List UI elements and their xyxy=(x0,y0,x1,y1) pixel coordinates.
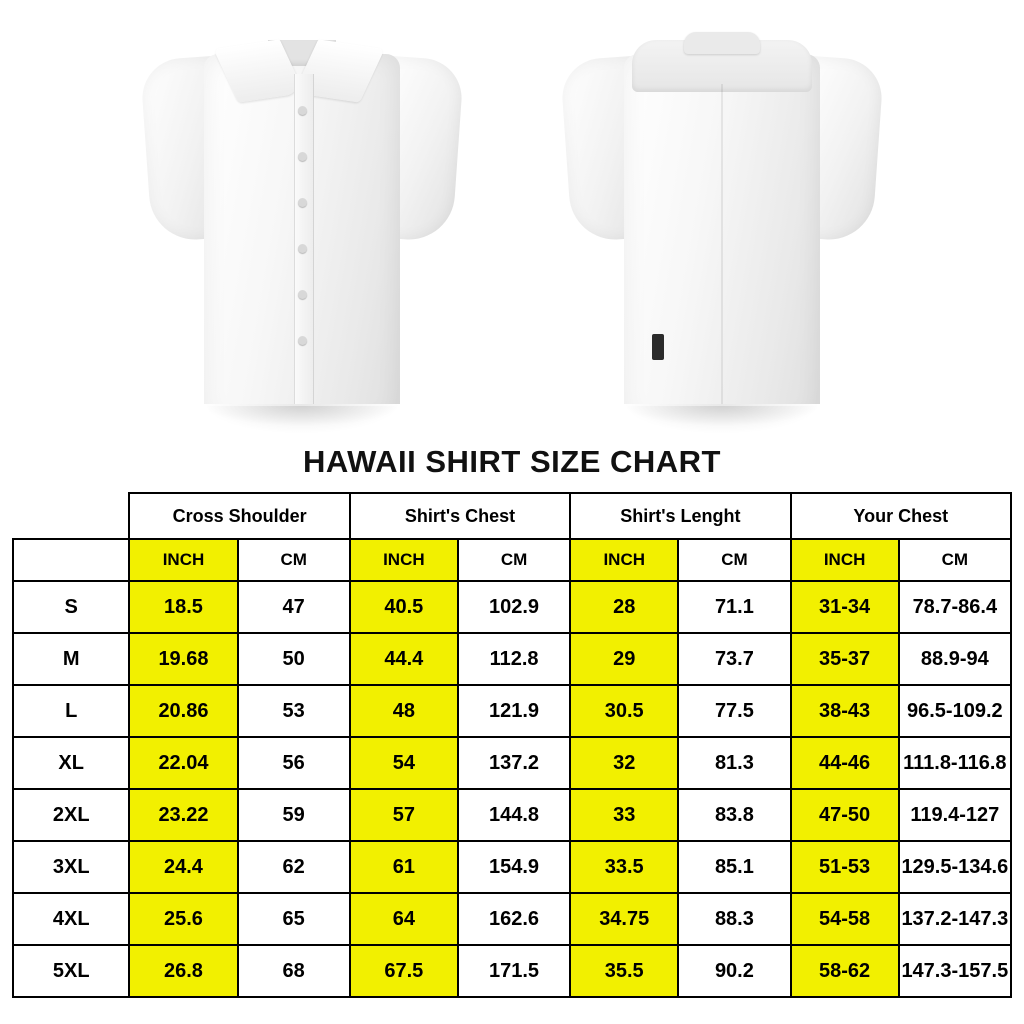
your-chest-cm: 96.5-109.2 xyxy=(899,685,1011,737)
size-label: S xyxy=(13,581,129,633)
table-row xyxy=(13,841,1011,893)
cross-shoulder-inch: 19.68 xyxy=(129,633,237,685)
your-chest-cm: 129.5-134.6 xyxy=(899,841,1011,893)
cross-shoulder-inch: 25.6 xyxy=(129,893,237,945)
size-label: 3XL xyxy=(13,841,129,893)
shirt-button xyxy=(298,198,307,207)
your-chest-inch: 31-34 xyxy=(791,581,899,633)
your-chest-inch: 47-50 xyxy=(791,789,899,841)
chest-cm: 102.9 xyxy=(458,581,570,633)
chest-cm: 112.8 xyxy=(458,633,570,685)
your-chest-cm: 137.2-147.3 xyxy=(899,893,1011,945)
length-cm: 88.3 xyxy=(678,893,790,945)
shirt-button xyxy=(298,244,307,253)
chest-inch: 40.5 xyxy=(350,581,458,633)
shirt-front-illustration xyxy=(152,14,452,434)
your-chest-inch: 51-53 xyxy=(791,841,899,893)
length-cm: 85.1 xyxy=(678,841,790,893)
cross-shoulder-inch: 26.8 xyxy=(129,945,237,997)
table-row xyxy=(13,581,1011,633)
cross-shoulder-inch: 20.86 xyxy=(129,685,237,737)
back-center-seam xyxy=(721,84,723,404)
length-inch: 32 xyxy=(570,737,678,789)
your-chest-cm: 147.3-157.5 xyxy=(899,945,1011,997)
cross-shoulder-cm: 59 xyxy=(238,789,350,841)
chest-inch: 64 xyxy=(350,893,458,945)
length-inch: 33 xyxy=(570,789,678,841)
corner-cell xyxy=(13,493,129,539)
front-button-placket xyxy=(294,74,314,404)
chest-inch: 44.4 xyxy=(350,633,458,685)
cross-shoulder-cm: 65 xyxy=(238,893,350,945)
group-header-row xyxy=(13,493,1011,539)
page-title: HAWAII SHIRT SIZE CHART xyxy=(303,444,721,479)
chest-cm: 162.6 xyxy=(458,893,570,945)
your-chest-inch: 54-58 xyxy=(791,893,899,945)
table-row xyxy=(13,945,1011,997)
group-header-your-chest: Your Chest xyxy=(791,493,1011,539)
size-label: 4XL xyxy=(13,893,129,945)
length-cm: 71.1 xyxy=(678,581,790,633)
length-inch: 35.5 xyxy=(570,945,678,997)
length-cm: 73.7 xyxy=(678,633,790,685)
group-header-shirts-chest: Shirt's Chest xyxy=(350,493,570,539)
length-cm: 81.3 xyxy=(678,737,790,789)
your-chest-cm: 111.8-116.8 xyxy=(899,737,1011,789)
length-inch: 33.5 xyxy=(570,841,678,893)
size-label: L xyxy=(13,685,129,737)
your-chest-inch: 58-62 xyxy=(791,945,899,997)
chest-inch: 48 xyxy=(350,685,458,737)
chest-cm: 171.5 xyxy=(458,945,570,997)
unit-header-cross-shoulder-inch: INCH xyxy=(129,539,237,581)
cross-shoulder-cm: 50 xyxy=(238,633,350,685)
length-inch: 28 xyxy=(570,581,678,633)
cross-shoulder-inch: 22.04 xyxy=(129,737,237,789)
your-chest-inch: 35-37 xyxy=(791,633,899,685)
length-inch: 29 xyxy=(570,633,678,685)
chest-inch: 61 xyxy=(350,841,458,893)
table-row xyxy=(13,737,1011,789)
table-row xyxy=(13,633,1011,685)
your-chest-cm: 119.4-127 xyxy=(899,789,1011,841)
shirt-button xyxy=(298,106,307,115)
front-hem-shadow xyxy=(204,406,400,426)
shirt-button xyxy=(298,152,307,161)
unit-header-length-cm: CM xyxy=(678,539,790,581)
size-chart-table xyxy=(12,492,1012,998)
length-inch: 30.5 xyxy=(570,685,678,737)
unit-header-chest-cm: CM xyxy=(458,539,570,581)
length-cm: 77.5 xyxy=(678,685,790,737)
your-chest-inch: 44-46 xyxy=(791,737,899,789)
unit-header-blank xyxy=(13,539,129,581)
length-cm: 83.8 xyxy=(678,789,790,841)
cross-shoulder-cm: 62 xyxy=(238,841,350,893)
your-chest-inch: 38-43 xyxy=(791,685,899,737)
group-header-cross-shoulder: Cross Shoulder xyxy=(129,493,349,539)
cross-shoulder-cm: 47 xyxy=(238,581,350,633)
cross-shoulder-inch: 24.4 xyxy=(129,841,237,893)
chest-cm: 121.9 xyxy=(458,685,570,737)
shirt-button xyxy=(298,290,307,299)
size-label: 5XL xyxy=(13,945,129,997)
shirt-illustrations xyxy=(0,0,1024,440)
length-cm: 90.2 xyxy=(678,945,790,997)
chest-cm: 144.8 xyxy=(458,789,570,841)
length-inch: 34.75 xyxy=(570,893,678,945)
group-header-shirts-length: Shirt's Lenght xyxy=(570,493,790,539)
your-chest-cm: 78.7-86.4 xyxy=(899,581,1011,633)
your-chest-cm: 88.9-94 xyxy=(899,633,1011,685)
cross-shoulder-cm: 68 xyxy=(238,945,350,997)
chest-inch: 54 xyxy=(350,737,458,789)
cross-shoulder-cm: 53 xyxy=(238,685,350,737)
unit-header-row xyxy=(13,539,1011,581)
size-label: 2XL xyxy=(13,789,129,841)
unit-header-length-inch: INCH xyxy=(570,539,678,581)
cross-shoulder-inch: 18.5 xyxy=(129,581,237,633)
back-hem-shadow xyxy=(624,406,820,426)
unit-header-chest-inch: INCH xyxy=(350,539,458,581)
size-label: M xyxy=(13,633,129,685)
chest-inch: 67.5 xyxy=(350,945,458,997)
chest-cm: 137.2 xyxy=(458,737,570,789)
size-label: XL xyxy=(13,737,129,789)
chest-cm: 154.9 xyxy=(458,841,570,893)
table-row xyxy=(13,685,1011,737)
shirt-back-illustration xyxy=(572,14,872,434)
table-row xyxy=(13,893,1011,945)
table-row xyxy=(13,789,1011,841)
unit-header-cross-shoulder-cm: CM xyxy=(238,539,350,581)
back-collar xyxy=(684,32,760,54)
unit-header-your-chest-inch: INCH xyxy=(791,539,899,581)
care-label-tag xyxy=(652,334,664,360)
unit-header-your-chest-cm: CM xyxy=(899,539,1011,581)
cross-shoulder-inch: 23.22 xyxy=(129,789,237,841)
chest-inch: 57 xyxy=(350,789,458,841)
size-chart-table-wrap xyxy=(0,492,1024,1008)
shirt-button xyxy=(298,336,307,345)
cross-shoulder-cm: 56 xyxy=(238,737,350,789)
